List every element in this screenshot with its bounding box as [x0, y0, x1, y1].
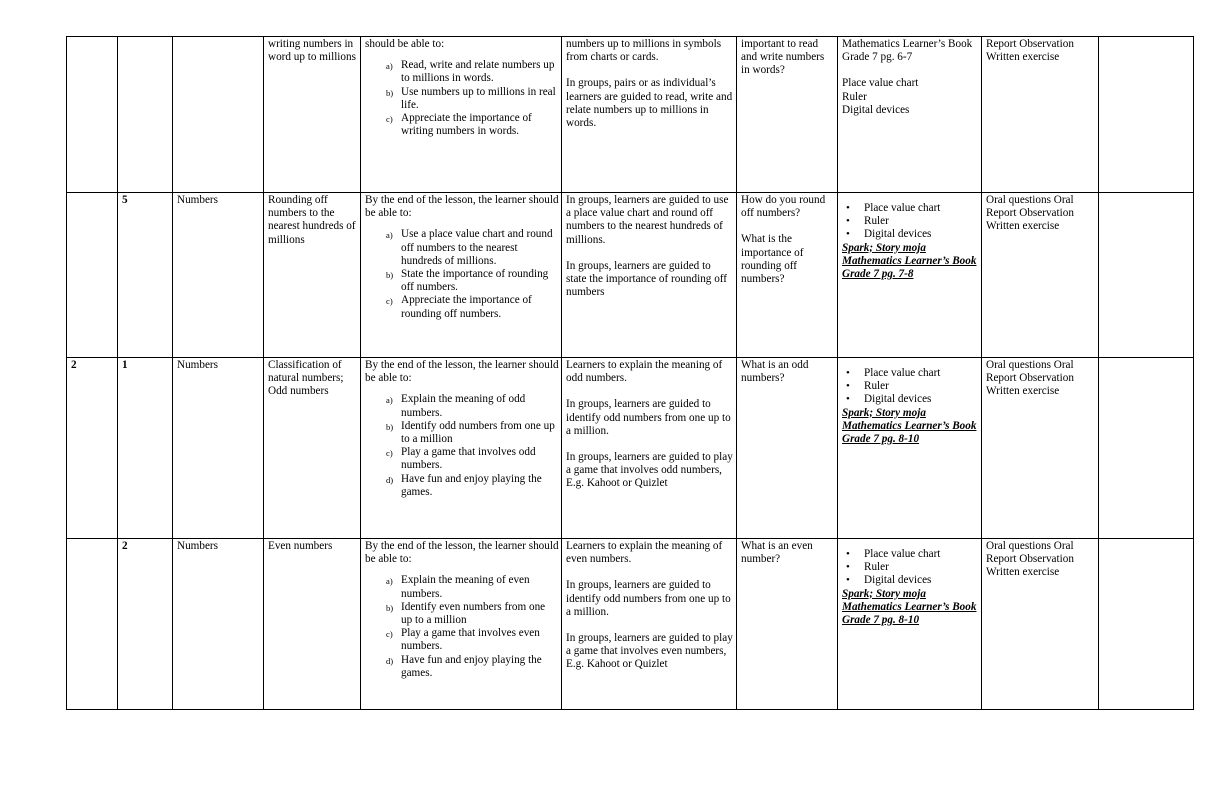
sub-strand-text: writing numbers in word up to millions: [268, 38, 356, 64]
strand-text: Numbers: [177, 540, 219, 552]
outcome-marker: a): [386, 395, 393, 406]
outcome-marker: c): [386, 629, 393, 640]
outcome-item: [386, 228, 559, 268]
outcome-marker: c): [386, 114, 393, 125]
outcome-item: [386, 574, 559, 600]
learning-outcomes-cell: [361, 358, 562, 539]
experience-paragraph: In groups, learners are guided to use a place value chart and round off numbers to the nearest hundreds of millions.: [566, 194, 729, 246]
inquiry-question-cell: [737, 193, 838, 358]
outcome-marker: a): [386, 61, 393, 72]
outcome-text: Explain the meaning of odd numbers.: [401, 393, 526, 419]
inquiry-question: What is the importance of rounding off numbers?: [741, 233, 804, 286]
experience-paragraph: In groups, learners are guided to identify odd numbers from one up to a million.: [566, 579, 731, 618]
outcome-item: [386, 419, 559, 446]
outcome-item: [386, 85, 559, 112]
paragraph-gap: [566, 438, 734, 451]
outcome-item: [386, 294, 559, 320]
outcome-text: Use numbers up to millions in real life.: [401, 85, 556, 111]
inquiry-question-cell: [737, 37, 838, 193]
resource-item: • Digital devices: [845, 393, 979, 406]
lesson-cell: [118, 358, 173, 539]
outcome-item: [386, 627, 559, 653]
learning-experiences-cell: [562, 539, 737, 710]
lesson-number: 5: [122, 194, 128, 206]
week-number: 2: [71, 359, 77, 371]
experience-paragraph: Learners to explain the meaning of even numbers.: [566, 540, 723, 566]
remarks-cell: [1099, 37, 1194, 193]
scheme-of-work-table: [66, 36, 1194, 710]
resources-list: [842, 548, 979, 588]
learning-experiences-cell: [562, 358, 737, 539]
week-cell: [67, 193, 118, 358]
assessment-text: Oral questions Oral Report Observation Written exercise: [986, 359, 1074, 398]
sub-strand-cell: [264, 539, 361, 710]
paragraph-gap: [566, 247, 734, 260]
sub-strand-cell: [264, 37, 361, 193]
inquiry-question-cell: [737, 539, 838, 710]
resource-item: • Ruler: [845, 380, 979, 393]
experience-paragraph: Learners to explain the meaning of odd numbers.: [566, 359, 723, 385]
outcomes-list: [365, 574, 559, 680]
strand-cell: [173, 193, 264, 358]
learning-experiences-cell: [562, 193, 737, 358]
lesson-number: 2: [122, 540, 128, 552]
outcome-marker: b): [386, 87, 394, 98]
week-cell: [67, 37, 118, 193]
outcome-text: Explain the meaning of even numbers.: [401, 574, 530, 600]
experience-paragraph: In groups, learners are guided to play a game that involves even numbers, E.g. Kahoot or Quizlet: [566, 632, 733, 671]
outcome-item: [386, 112, 559, 138]
experience-paragraph: In groups, learners are guided to identify odd numbers from one up to a million.: [566, 398, 731, 437]
strand-cell: [173, 37, 264, 193]
remarks-cell: [1099, 358, 1194, 539]
inquiry-question-cell: [737, 358, 838, 539]
resource-item: • Place value chart: [845, 202, 979, 215]
sub-strand-text: Even numbers: [268, 540, 333, 552]
outcome-marker: b): [386, 270, 394, 281]
paragraph-gap: [842, 64, 979, 77]
outcome-text: Identify even numbers from one up to a million: [401, 600, 546, 627]
learning-outcomes-cell: [361, 539, 562, 710]
resource-text: Place value chart Ruler Digital devices: [842, 77, 919, 116]
outcome-marker: c): [386, 448, 393, 459]
experience-paragraph: numbers up to millions in symbols from charts or cards.: [566, 38, 722, 64]
outcome-item: [386, 653, 559, 680]
outcome-item: [386, 472, 559, 499]
table-row: [67, 193, 1194, 358]
outcome-item: [386, 393, 559, 419]
outcome-text: Use a place value chart and round off numbers to the nearest hundreds of millions.: [401, 228, 553, 267]
experience-paragraph: In groups, pairs or as individual’s learners are guided to read, write and relate numbers up to millions in words.: [566, 77, 733, 130]
experience-paragraph: In groups, learners are guided to play a game that involves odd numbers, E.g. Kahoot or Quizlet: [566, 451, 733, 490]
experience-paragraph: In groups, learners are guided to state the importance of rounding off numbers: [566, 259, 728, 299]
strand-cell: [173, 358, 264, 539]
strand-text: Numbers: [177, 359, 219, 371]
resource-item: • Digital devices: [845, 228, 979, 241]
outcome-item: [386, 59, 559, 85]
outcomes-intro: By the end of the lesson, the learner should be able to:: [365, 359, 559, 385]
week-cell: [67, 539, 118, 710]
lesson-cell: [118, 539, 173, 710]
outcomes-list: [365, 228, 559, 320]
outcome-text: Have fun and enjoy playing the games.: [401, 472, 542, 498]
learning-resources-cell: [838, 193, 982, 358]
table-body: [67, 37, 1194, 710]
outcome-marker: b): [386, 602, 394, 613]
outcomes-list: [365, 393, 559, 499]
outcome-text: Appreciate the importance of rounding off numbers.: [401, 294, 532, 320]
outcomes-list: [365, 59, 559, 138]
textbook-reference: Spark; Story moja Mathematics Learner’s Book Grade 7 pg. 7-8: [842, 241, 977, 281]
outcome-text: Read, write and relate numbers up to millions in words.: [401, 59, 555, 85]
outcome-item: [386, 446, 559, 472]
sub-strand-text: Classification of natural numbers; Odd numbers: [268, 359, 344, 398]
learning-resources-cell: [838, 539, 982, 710]
paragraph-gap: [566, 566, 734, 579]
assessment-cell: [982, 37, 1099, 193]
inquiry-question: What is an even number?: [741, 540, 813, 566]
table-row: [67, 358, 1194, 539]
paragraph-gap: [566, 385, 734, 398]
sub-strand-cell: [264, 193, 361, 358]
resource-item: • Ruler: [845, 561, 979, 574]
week-cell: [67, 358, 118, 539]
lesson-number: 1: [122, 359, 128, 371]
lesson-cell: [118, 37, 173, 193]
resources-list: [842, 202, 979, 242]
learning-outcomes-cell: [361, 193, 562, 358]
outcome-text: Play a game that involves even numbers.: [401, 627, 540, 653]
outcomes-intro: By the end of the lesson, the learner should be able to:: [365, 194, 559, 220]
assessment-text: Oral questions Oral Report Observation Written exercise: [986, 540, 1074, 579]
inquiry-question: important to read and write numbers in words?: [741, 38, 825, 77]
remarks-cell: [1099, 193, 1194, 358]
remarks-cell: [1099, 539, 1194, 710]
inquiry-question: How do you round off numbers?: [741, 194, 826, 220]
paragraph-gap: [566, 619, 734, 632]
learning-experiences-cell: [562, 37, 737, 193]
outcome-marker: a): [386, 576, 393, 587]
assessment-text: Report Observation Written exercise: [986, 38, 1074, 64]
outcome-marker: b): [386, 421, 394, 432]
learning-outcomes-cell: [361, 37, 562, 193]
strand-text: Numbers: [177, 194, 219, 206]
paragraph-gap: [741, 220, 835, 233]
learning-resources-cell: [838, 37, 982, 193]
outcome-text: Appreciate the importance of writing numbers in words.: [401, 112, 532, 138]
outcome-text: State the importance of rounding off numbers.: [401, 268, 549, 294]
textbook-reference: Spark; Story moja Mathematics Learner’s Book Grade 7 pg. 8-10: [842, 406, 977, 446]
resource-item: • Place value chart: [845, 548, 979, 561]
resource-text: Mathematics Learner’s Book Grade 7 pg. 6-7: [842, 38, 973, 64]
learning-resources-cell: [838, 358, 982, 539]
outcome-item: [386, 268, 559, 294]
outcome-text: Play a game that involves odd numbers.: [401, 446, 536, 472]
sub-strand-text: Rounding off numbers to the nearest hundreds of millions: [268, 194, 356, 246]
outcome-item: [386, 600, 559, 627]
assessment-cell: [982, 193, 1099, 358]
outcome-marker: a): [386, 230, 393, 241]
outcome-marker: d): [386, 474, 394, 485]
table-row: [67, 37, 1194, 193]
assessment-cell: [982, 539, 1099, 710]
outcomes-intro: By the end of the lesson, the learner should be able to:: [365, 540, 559, 566]
lesson-cell: [118, 193, 173, 358]
resource-item: • Ruler: [845, 215, 979, 228]
outcome-marker: c): [386, 296, 393, 307]
outcome-text: Identify odd numbers from one up to a million: [401, 419, 555, 446]
outcome-marker: d): [386, 655, 394, 666]
resources-list: [842, 367, 979, 407]
sub-strand-cell: [264, 358, 361, 539]
outcomes-intro: should be able to:: [365, 38, 445, 50]
resource-item: • Place value chart: [845, 367, 979, 380]
paragraph-gap: [566, 64, 734, 77]
outcome-text: Have fun and enjoy playing the games.: [401, 653, 542, 679]
strand-cell: [173, 539, 264, 710]
resource-item: • Digital devices: [845, 574, 979, 587]
assessment-cell: [982, 358, 1099, 539]
textbook-reference: Spark; Story moja Mathematics Learner’s Book Grade 7 pg. 8-10: [842, 587, 977, 627]
table-row: [67, 539, 1194, 710]
assessment-text: Oral questions Oral Report Observation Written exercise: [986, 194, 1074, 233]
inquiry-question: What is an odd numbers?: [741, 359, 809, 385]
